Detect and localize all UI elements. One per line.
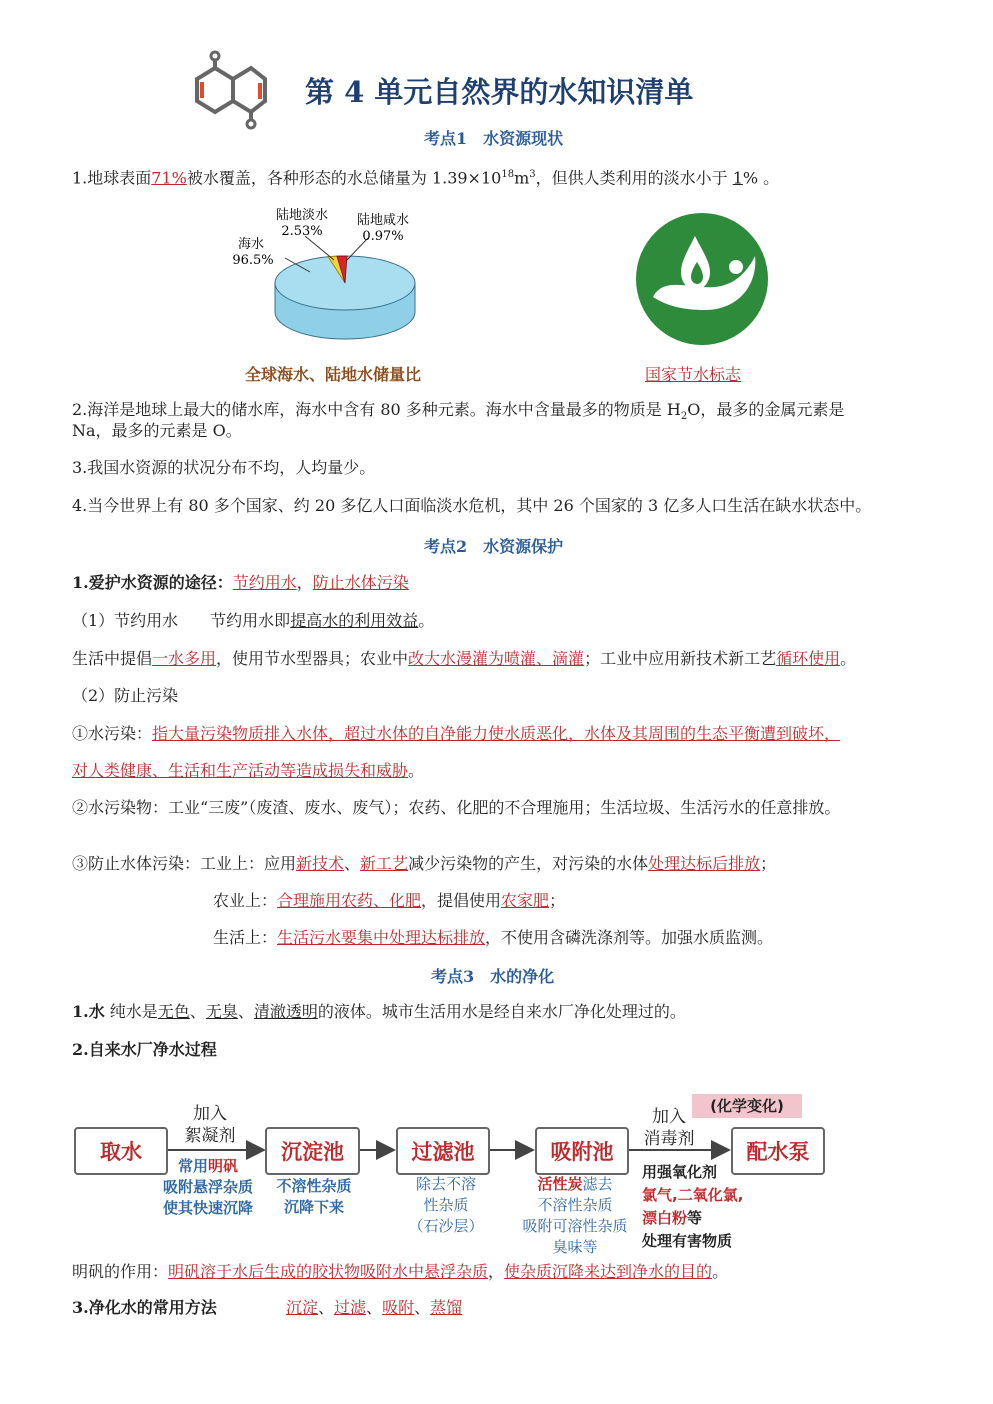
section2-heading: 考点2 水资源保护 [424, 537, 564, 556]
annotation-disinfection: 用强氧化剂 氯气,二氧化氯, 漂白粉等 处理有害物质 [642, 1163, 744, 1250]
s2-line-6: 对人类健康、生活和生产活动等造成损失和威胁。 [72, 761, 425, 780]
flow-box-intake: 取水 [74, 1127, 168, 1175]
label-salt: 陆地咸水 [356, 213, 410, 228]
annotation-intake: 常用明矾 吸附悬浮杂质 使其快速沉降 [162, 1157, 253, 1217]
value-fresh: 2.53% [281, 224, 323, 239]
s1-paragraph-1: 1.地球表面71%被水覆盖，各种形态的水总储量为 $1.39\times 10^{18}m^3$，但供人类利用的淡水小于 1% 。 [72, 168, 780, 188]
page-title: 第 4 单元自然界的水知识清单 [305, 75, 694, 109]
s3-line-1: 1.水 纯水是无色、无臭、清澈透明的液体。城市生活用水是经自来水厂净化处理过的。 [72, 1002, 686, 1021]
pie-chart-caption: 全球海水、陆地水储量比 [245, 365, 422, 384]
purification-methods: 沉淀、过滤、吸附、蒸馏 [286, 1298, 463, 1317]
chemical-change-tag: (化学变化) [692, 1094, 802, 1118]
section1-heading: 考点1 水资源现状 [424, 129, 564, 148]
s2-line-7: ②水污染物：工业“三废”（废渣、废水、废气）；农药、化肥的不合理施用；生活垃圾、生活污水的任意排放。 [72, 798, 841, 817]
annotation-sedimentation: 不溶性杂质 沉降下来 [276, 1177, 352, 1216]
s1-paragraph-4: 4.当今世界上有 80 多个国家、约 20 多亿人口面临淡水危机，其中 26 个国家的 3 亿多人口生活在缺水状态中。 [72, 496, 872, 515]
value-salt: 0.97% [362, 229, 404, 244]
logo-caption: 国家节水标志 [645, 365, 742, 384]
s2-line-2: （1）节约用水 节约用水即提高水的利用效益。 [72, 611, 435, 630]
flow-box-filtration: 过滤池 [396, 1127, 490, 1175]
alum-function: 明矾的作用：明矾溶于水后生成的胶状物吸附水中悬浮杂质，使杂质沉降来达到净水的目的。 [72, 1262, 729, 1281]
label-fresh: 陆地淡水 [275, 208, 329, 223]
annotation-adsorption: 活性炭滤去 不溶性杂质 吸附可溶性杂质 臭味等 [522, 1175, 628, 1256]
flow-box-adsorption: 吸附池 [535, 1127, 629, 1175]
label-sea: 海水 [237, 237, 265, 252]
s3-line-3: 3.净化水的常用方法 [72, 1298, 217, 1317]
value-sea: 96.5% [232, 253, 274, 268]
flow-box-distribution-pump: 配水泵 [731, 1127, 825, 1175]
s2-line-3: 生活中提倡一水多用，使用节水型器具；农业中改大水漫灌为喷灌、滴灌；工业中应用新技术新工艺循环使用。 [72, 649, 857, 668]
s2-line-4: （2）防止污染 [72, 686, 179, 705]
s2-line-10: 生活上：生活污水要集中处理达标排放，不使用含磷洗涤剂等。加强水质监测。 [213, 928, 774, 947]
water-distribution-pie-chart [225, 200, 440, 350]
s2-line-8: ③防止水体污染：工业上：应用新技术、新工艺减少污染物的产生，对污染的水体处理达标后排放； [72, 854, 777, 873]
s2-line-1: 1.爱护水资源的途径：节约用水，防止水体污染 [72, 573, 409, 592]
water-saving-logo-icon [635, 212, 769, 346]
s3-line-2: 2.自来水厂净水过程 [72, 1040, 217, 1059]
s2-line-9: 农业上：合理施用农药、化肥，提倡使用农家肥； [213, 891, 566, 910]
arrow1-label: 加入 絮凝剂 [184, 1104, 236, 1146]
s1-paragraph-3: 3.我国水资源的状况分布不均，人均量少。 [72, 458, 376, 477]
molecule-logo-icon [185, 50, 275, 132]
arrow4-label: 加入 消毒剂 [643, 1107, 695, 1149]
s1-paragraph-2: 2.海洋是地球上最大的储水库，海水中含有 80 多种元素。海水中含量最多的物质是 $H_2O$，最多的金属元素是 [72, 400, 845, 423]
s1-paragraph-2-cont: Na，最多的元素是 O。 [72, 421, 242, 440]
section3-heading: 考点3 水的净化 [431, 967, 555, 986]
flow-box-sedimentation: 沉淀池 [265, 1127, 360, 1175]
annotation-filtration: 除去不溶 性杂质 （石沙层） [408, 1175, 484, 1235]
s2-line-5: ①水污染：指大量污染物质排入水体，超过水体的自净能力使水质恶化，水体及其周围的生态平衡遭到破坏， [72, 724, 841, 743]
